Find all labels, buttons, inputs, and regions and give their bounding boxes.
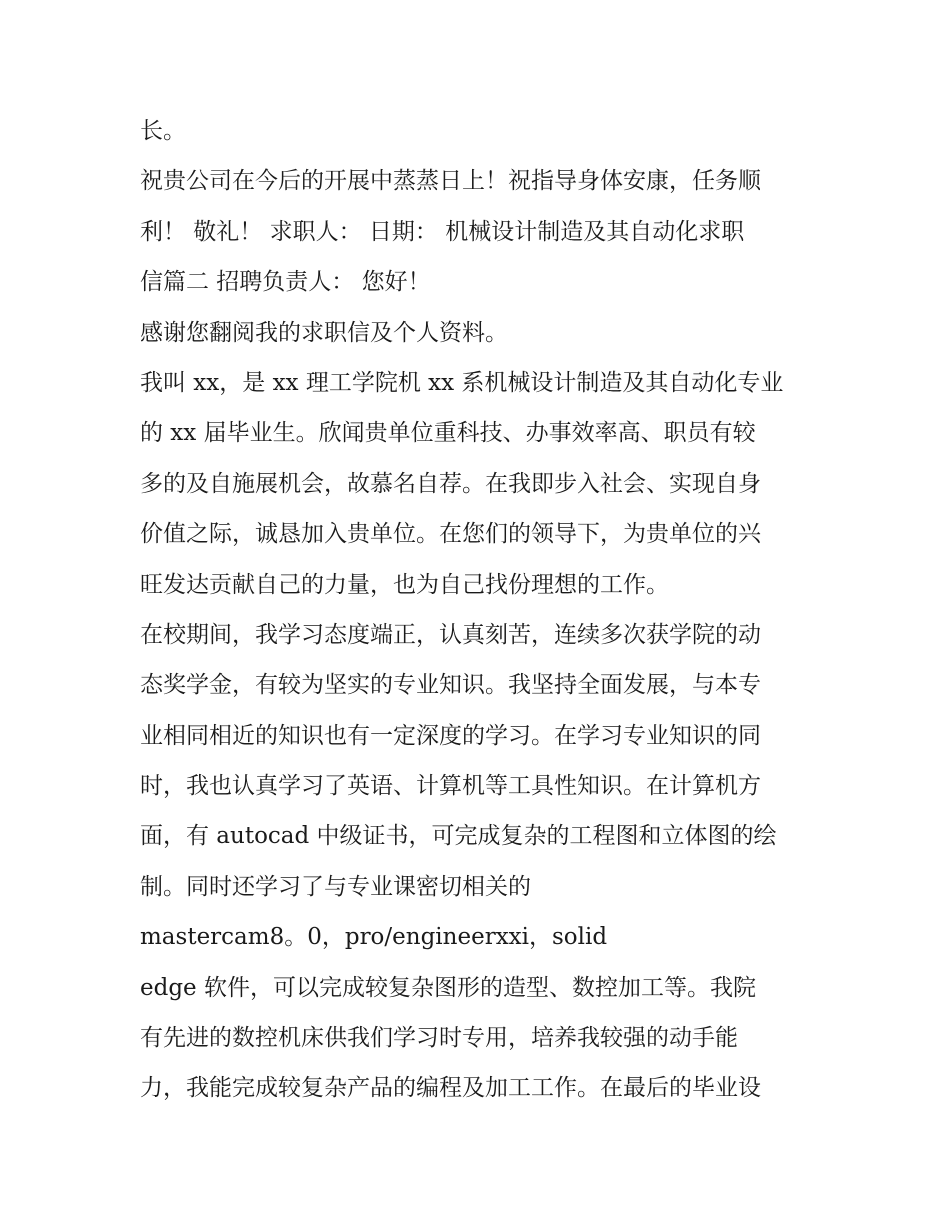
- text-line: 长。: [140, 118, 186, 144]
- text-line: 信篇二 招聘负责人： 您好！: [140, 269, 431, 296]
- text-line: 业相同相近的知识也有一定深度的学习。在学习专业知识的同: [140, 722, 761, 749]
- text-line: edge 软件，可以完成较复杂图形的造型、数控加工等。我院: [140, 974, 756, 1001]
- text-line: 时，我也认真学习了英语、计算机等工具性知识。在计算机方: [140, 773, 761, 800]
- text-line: 在校期间，我学习态度端正，认真刻苦，连续多次获学院的动: [140, 621, 761, 648]
- text-line: 制。同时还学习了与专业课密切相关的: [140, 873, 531, 900]
- text-line: 的 xx 届毕业生。欣闻贵单位重科技、办事效率高、职员有较: [140, 420, 756, 447]
- text-line: 多的及自施展机会，故慕名自荐。在我即步入社会、实现自身: [140, 470, 761, 497]
- text-line: 价值之际，诚恳加入贵单位。在您们的领导下，为贵单位的兴: [140, 521, 761, 548]
- body-text: [140, 106, 820, 1114]
- text-line: 有先进的数控机床供我们学习时专用，培养我较强的动手能: [140, 1025, 738, 1052]
- text-line: 旺发达贡献自己的力量，也为自己找份理想的工作。: [140, 571, 669, 598]
- text-line: mastercam8。0，pro/engineerxxi，solid: [140, 924, 608, 951]
- text-line: 祝贵公司在今后的开展中蒸蒸日上！祝指导身体安康，任务顺: [140, 168, 761, 195]
- text-line: 利！ 敬礼！ 求职人： 日期： 机械设计制造及其自动化求职: [140, 218, 745, 245]
- text-line: 感谢您翻阅我的求职信及个人资料。: [140, 319, 508, 346]
- text-line: 我叫 xx，是 xx 理工学院机 xx 系机械设计制造及其自动化专业: [140, 369, 784, 396]
- text-line: 面，有 autocad 中级证书，可完成复杂的工程图和立体图的绘: [140, 823, 777, 850]
- text-line: 态奖学金，有较为坚实的专业知识。我坚持全面发展，与本专: [140, 672, 761, 699]
- text-line: 力，我能完成较复杂产品的编程及加工工作。在最后的毕业设: [140, 1075, 761, 1102]
